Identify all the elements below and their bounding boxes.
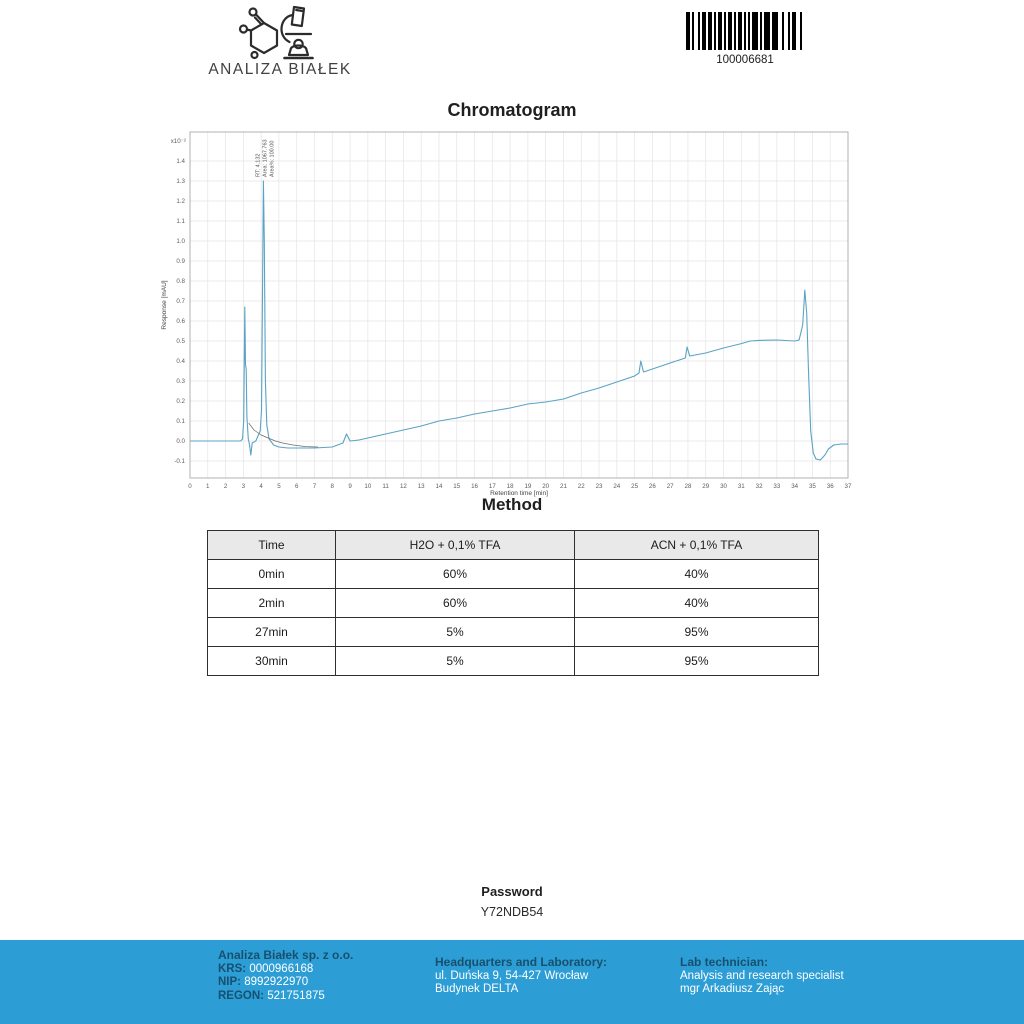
company-name: Analiza Białek sp. z o.o. <box>218 948 354 962</box>
svg-text:0.3: 0.3 <box>176 378 185 385</box>
table-row <box>208 647 819 676</box>
cell-h2o: 5% <box>336 647 575 676</box>
cell-acn: 40% <box>575 589 819 618</box>
svg-text:0.0: 0.0 <box>176 438 185 445</box>
svg-text:20: 20 <box>542 483 550 490</box>
svg-text:23: 23 <box>595 483 603 490</box>
table-row <box>208 560 819 589</box>
header-time: Time <box>208 531 336 560</box>
footer <box>0 940 1024 1024</box>
technician-role: Analysis and research specialist <box>680 969 844 982</box>
svg-text:25: 25 <box>631 483 639 490</box>
svg-text:5: 5 <box>277 483 281 490</box>
svg-text:34: 34 <box>791 483 799 490</box>
svg-text:Retention time [min]: Retention time [min] <box>490 490 548 497</box>
svg-text:30: 30 <box>720 483 727 490</box>
cell-h2o: 60% <box>336 589 575 618</box>
svg-text:RT: 4.132: RT: 4.132 <box>255 153 262 177</box>
svg-text:1.0: 1.0 <box>176 238 185 245</box>
svg-text:0.4: 0.4 <box>176 358 185 365</box>
svg-text:0.2: 0.2 <box>176 398 185 405</box>
svg-text:4: 4 <box>259 483 263 490</box>
company-nip: NIP: 8992922970 <box>218 976 309 988</box>
svg-text:1.4: 1.4 <box>176 158 185 165</box>
svg-text:2: 2 <box>223 483 228 490</box>
header-h2o: H2O + 0,1% TFA <box>336 531 575 560</box>
svg-text:1: 1 <box>206 483 210 490</box>
svg-text:37: 37 <box>844 483 852 490</box>
footer-company-block <box>218 949 353 1003</box>
svg-text:35: 35 <box>808 483 816 490</box>
barcode <box>686 12 804 50</box>
hq-building: Budynek DELTA <box>435 983 519 995</box>
password-value: Y72NDB54 <box>480 905 544 919</box>
method-table <box>207 530 819 676</box>
hq-title: Headquarters and Laboratory: <box>435 955 608 969</box>
svg-text:7: 7 <box>312 483 317 490</box>
method-title: Method <box>481 495 543 514</box>
svg-text:32: 32 <box>755 483 763 490</box>
svg-text:28: 28 <box>684 483 692 490</box>
cell-h2o: 5% <box>336 618 575 647</box>
chromatogram-title: Chromatogram <box>447 100 577 120</box>
svg-text:17: 17 <box>488 483 496 490</box>
svg-text:0.1: 0.1 <box>176 418 185 425</box>
svg-text:15: 15 <box>453 483 461 490</box>
svg-text:-0.1: -0.1 <box>174 458 185 465</box>
svg-text:26: 26 <box>648 483 656 490</box>
method-table-header-row <box>208 531 819 560</box>
svg-text:0: 0 <box>188 483 192 490</box>
svg-text:0.5: 0.5 <box>176 338 185 345</box>
svg-text:0.9: 0.9 <box>176 258 185 265</box>
cell-acn: 40% <box>575 560 819 589</box>
cell-h2o: 60% <box>336 560 575 589</box>
table-row <box>208 618 819 647</box>
svg-text:Area: 1067.763: Area: 1067.763 <box>262 139 269 177</box>
footer-hq-block <box>435 956 607 997</box>
password-label: Password <box>481 884 543 899</box>
svg-text:21: 21 <box>560 483 567 490</box>
svg-text:14: 14 <box>435 483 443 490</box>
svg-text:0.6: 0.6 <box>176 318 185 325</box>
barcode-number: 100006681 <box>716 54 774 66</box>
cell-time: 27min <box>208 618 336 647</box>
svg-text:36: 36 <box>826 483 834 490</box>
cell-time: 2min <box>208 589 336 618</box>
hq-address: ul. Duńska 9, 54-427 Wrocław <box>435 969 589 982</box>
svg-text:1.1: 1.1 <box>176 218 185 225</box>
svg-text:Area%: 100.00: Area%: 100.00 <box>269 140 276 177</box>
chromatogram-chart <box>150 128 860 500</box>
svg-text:13: 13 <box>417 483 425 490</box>
company-krs: KRS: 0000966168 <box>218 962 314 975</box>
company-regon: REGON: 521751875 <box>218 989 325 1002</box>
svg-text:1.2: 1.2 <box>176 198 185 205</box>
svg-text:0.7: 0.7 <box>176 298 185 305</box>
svg-text:19: 19 <box>524 483 532 490</box>
svg-text:3: 3 <box>241 483 246 490</box>
svg-text:22: 22 <box>577 483 585 490</box>
svg-text:10: 10 <box>364 483 372 490</box>
svg-text:6: 6 <box>294 483 299 490</box>
svg-text:29: 29 <box>702 483 710 490</box>
svg-text:0.8: 0.8 <box>176 278 185 285</box>
svg-text:18: 18 <box>506 483 514 490</box>
cell-acn: 95% <box>575 647 819 676</box>
svg-text:16: 16 <box>471 483 478 490</box>
svg-text:1.3: 1.3 <box>176 178 185 185</box>
svg-text:12: 12 <box>399 483 407 490</box>
cell-acn: 95% <box>575 618 819 647</box>
cell-time: 0min <box>208 560 336 589</box>
svg-text:27: 27 <box>666 483 674 490</box>
molecule-microscope-icon <box>237 4 323 60</box>
footer-technician-block <box>680 956 844 997</box>
svg-text:11: 11 <box>382 483 389 490</box>
svg-text:9: 9 <box>348 483 352 490</box>
header-acn: ACN + 0,1% TFA <box>575 531 819 560</box>
brand-name: ANALIZA BIAŁEK <box>208 61 352 78</box>
cell-time: 30min <box>208 647 336 676</box>
svg-text:33: 33 <box>773 483 781 490</box>
svg-text:x10⁻²: x10⁻² <box>170 138 186 145</box>
svg-text:Response [mAU]: Response [mAU] <box>161 280 168 330</box>
technician-name: mgr Arkadiusz Zając <box>680 983 785 995</box>
technician-title: Lab technician: <box>680 955 769 969</box>
svg-text:24: 24 <box>613 483 621 490</box>
svg-text:31: 31 <box>737 483 745 490</box>
table-row <box>208 589 819 618</box>
svg-text:8: 8 <box>330 483 334 490</box>
